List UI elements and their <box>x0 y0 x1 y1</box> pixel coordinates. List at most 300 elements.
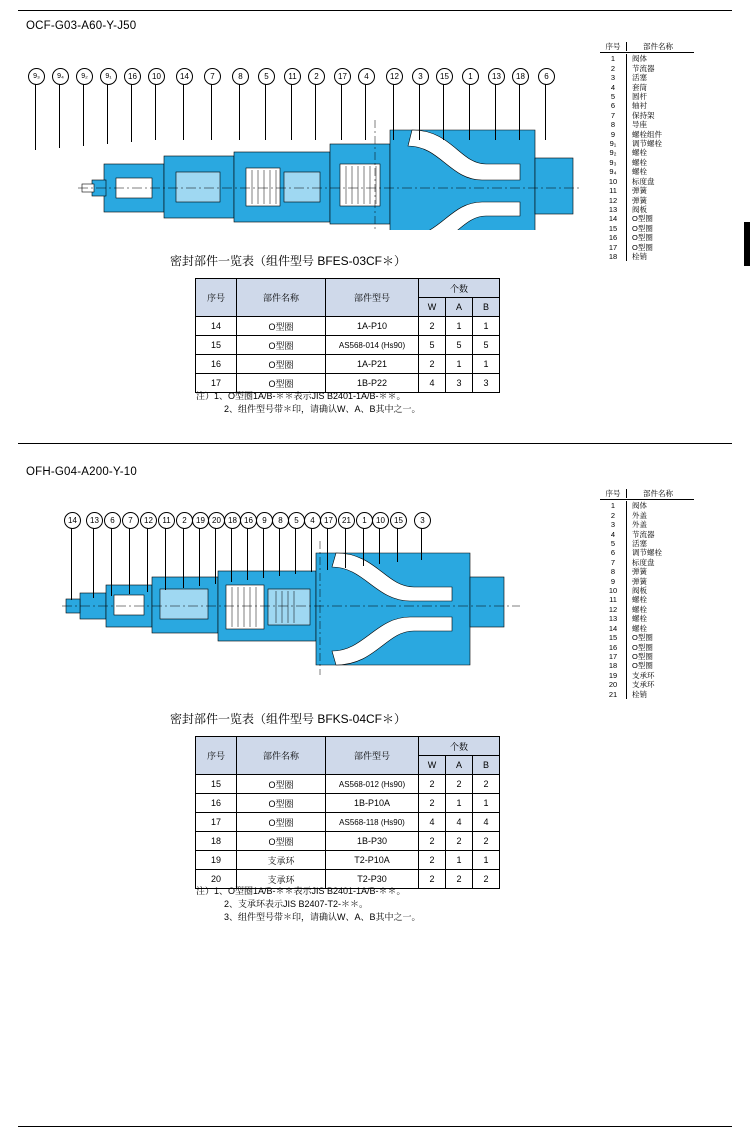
leader-line <box>129 528 130 594</box>
seal-qty-b: 4 <box>473 813 500 832</box>
th-qty-b: B <box>473 756 500 775</box>
seal-type: T2-P10A <box>326 851 419 870</box>
parts-list-name: 活塞 <box>626 539 694 548</box>
table-row <box>196 813 500 832</box>
leader-line <box>315 84 316 140</box>
th-type: 部件型号 <box>326 279 419 317</box>
leader-line <box>239 84 240 140</box>
part-balloon: 16 <box>124 68 141 85</box>
part-balloon: 21 <box>338 512 355 529</box>
seal-table-1-body <box>196 317 500 393</box>
parts-list-row <box>600 671 694 680</box>
seal-qty-w: 4 <box>419 374 446 393</box>
parts-list-name: O型圈 <box>626 652 694 661</box>
leader-line <box>265 84 266 140</box>
parts-list-body <box>600 54 694 261</box>
notes-1 <box>196 390 421 416</box>
part-balloon: 5 <box>258 68 275 85</box>
parts-list-name: 节流器 <box>626 64 694 73</box>
seal-qty-a: 5 <box>446 336 473 355</box>
parts-list-name: 保持架 <box>626 111 694 120</box>
parts-list-row <box>600 548 694 557</box>
leader-line <box>215 528 216 584</box>
parts-list-no: 9₃ <box>609 157 617 167</box>
parts-list-name: 螺栓 <box>626 167 694 176</box>
part-balloon: 20 <box>208 512 225 529</box>
parts-list-row <box>600 586 694 595</box>
parts-list-row <box>600 643 694 652</box>
parts-list-1 <box>600 42 694 261</box>
parts-list-row <box>600 111 694 120</box>
part-balloon: 1 <box>356 512 373 529</box>
leader-line <box>93 528 94 598</box>
parts-list-no: 12 <box>608 604 618 614</box>
part-balloon: 12 <box>140 512 157 529</box>
parts-list-name: O型圈 <box>626 243 694 252</box>
table-row <box>196 775 500 794</box>
seal-qty-w: 2 <box>419 355 446 374</box>
seal-no: 15 <box>196 336 237 355</box>
parts-list-header <box>600 489 694 500</box>
middle-divider <box>18 443 732 444</box>
part-balloon: 18 <box>512 68 529 85</box>
seal-qty-a: 2 <box>446 775 473 794</box>
parts-list-no: 7 <box>610 557 616 567</box>
top-divider <box>18 10 732 11</box>
seal-qty-b: 2 <box>473 832 500 851</box>
seal-no: 17 <box>196 374 237 393</box>
parts-list-name: 螺栓 <box>626 158 694 167</box>
parts-list-row <box>600 92 694 101</box>
part-balloon: 8 <box>232 68 249 85</box>
th-qty-w: W <box>419 298 446 317</box>
leader-line <box>107 84 108 144</box>
parts-list-no: 15 <box>608 223 618 233</box>
parts-list-name: 螺栓 <box>626 614 694 623</box>
seal-table-2-body <box>196 775 500 889</box>
parts-list-no: 9₄ <box>609 167 617 177</box>
seal-type: T2-P30 <box>326 870 419 889</box>
note-line: 2、组件型号带＊印，请确认W、A、B其中之一。 <box>224 404 421 414</box>
seal-qty-b: 1 <box>473 355 500 374</box>
th-qty-a: A <box>446 298 473 317</box>
parts-list-name: 调节螺栓 <box>626 139 694 148</box>
parts-list-row <box>600 252 694 261</box>
parts-list-no: 3 <box>610 520 616 530</box>
part-balloon: 9₂ <box>76 68 93 85</box>
leader-line <box>291 84 292 140</box>
leader-line <box>147 528 148 592</box>
parts-list-row <box>600 680 694 689</box>
leader-line <box>231 528 232 582</box>
part-balloon: 14 <box>176 68 193 85</box>
parts-list-no: 6 <box>610 101 616 111</box>
parts-list-no: 15 <box>608 633 618 643</box>
parts-list-row <box>600 511 694 520</box>
part-balloon: 17 <box>320 512 337 529</box>
parts-list-name: 外盖 <box>626 511 694 520</box>
seal-no: 17 <box>196 813 237 832</box>
parts-list-header <box>600 42 694 53</box>
parts-list-name: O型圈 <box>626 643 694 652</box>
parts-list-row <box>600 148 694 157</box>
seal-name: O型圈 <box>237 336 326 355</box>
assembly-drawing-2 <box>20 515 600 685</box>
seal-qty-w: 2 <box>419 870 446 889</box>
parts-list-row <box>600 243 694 252</box>
leader-line <box>341 84 342 140</box>
th-no: 序号 <box>196 279 237 317</box>
seal-no: 18 <box>196 832 237 851</box>
leader-line <box>199 528 200 586</box>
parts-list-header-name: 部件名称 <box>626 42 689 51</box>
parts-list-name: 栓销 <box>626 252 694 261</box>
parts-list-header-no: 序号 <box>605 489 621 498</box>
page-side-tab <box>744 222 750 266</box>
parts-list-row <box>600 614 694 623</box>
parts-list-name: 螺栓 <box>626 595 694 604</box>
seal-qty-a: 2 <box>446 832 473 851</box>
part-balloon: 4 <box>358 68 375 85</box>
part-balloon: 16 <box>240 512 257 529</box>
parts-list-row <box>600 139 694 148</box>
leader-line <box>35 84 36 150</box>
parts-list-name: O型圈 <box>626 661 694 670</box>
parts-list-row <box>600 595 694 604</box>
seal-no: 14 <box>196 317 237 336</box>
parts-list-row <box>600 73 694 82</box>
seal-qty-a: 2 <box>446 870 473 889</box>
part-balloon: 13 <box>86 512 103 529</box>
seal-no: 15 <box>196 775 237 794</box>
parts-list-name: 轴衬 <box>626 101 694 110</box>
seal-qty-b: 2 <box>473 870 500 889</box>
leader-line <box>183 528 184 588</box>
part-balloon: 17 <box>334 68 351 85</box>
parts-list-header-no: 序号 <box>605 42 621 51</box>
parts-list-name: 标度盘 <box>626 177 694 186</box>
parts-list-row <box>600 530 694 539</box>
parts-list-name: 弹簧 <box>626 567 694 576</box>
seal-name: 支承环 <box>237 870 326 889</box>
seal-table-2 <box>195 736 500 889</box>
part-balloon: 9₃ <box>28 68 45 85</box>
note-line: 2、支承环表示JIS B2407-T2-＊＊。 <box>224 899 369 909</box>
part-balloon: 14 <box>64 512 81 529</box>
th-name: 部件名称 <box>237 737 326 775</box>
seal-name: O型圈 <box>237 317 326 336</box>
parts-list-name: O型圈 <box>626 233 694 242</box>
parts-list-name: 阀体 <box>626 54 694 63</box>
parts-list-name: 节流器 <box>626 530 694 539</box>
seal-table-title-1: 密封部件一览表（组件型号 BFES-03CF＊） <box>170 254 407 268</box>
parts-list-no: 14 <box>608 214 618 224</box>
seal-qty-a: 3 <box>446 374 473 393</box>
seal-no: 16 <box>196 355 237 374</box>
part-balloon: 3 <box>412 68 429 85</box>
seal-type: AS568-014 (Hs90) <box>326 336 419 355</box>
parts-list-row <box>600 177 694 186</box>
parts-list-name: 阀板 <box>626 586 694 595</box>
leader-line <box>165 528 166 590</box>
parts-list-row <box>600 54 694 63</box>
table-row <box>196 336 500 355</box>
parts-list-no: 9₂ <box>609 148 617 158</box>
seal-qty-a: 1 <box>446 794 473 813</box>
parts-list-row <box>600 167 694 176</box>
seal-name: O型圈 <box>237 813 326 832</box>
parts-list-no: 19 <box>608 670 618 680</box>
parts-list-no: 10 <box>608 586 618 596</box>
leader-line <box>363 528 364 566</box>
seal-name: O型圈 <box>237 832 326 851</box>
parts-list-name: 栓销 <box>626 690 694 699</box>
parts-list-row <box>600 83 694 92</box>
parts-list-no: 4 <box>610 82 616 92</box>
parts-list-name: 螺栓组件 <box>626 130 694 139</box>
parts-list-no: 20 <box>608 680 618 690</box>
seal-type: AS568-012 (Hs90) <box>326 775 419 794</box>
parts-list-no: 7 <box>610 110 616 120</box>
parts-list-row <box>600 186 694 195</box>
part-balloon: 3 <box>414 512 431 529</box>
parts-list-no: 18 <box>608 661 618 671</box>
parts-list-name: O型圈 <box>626 633 694 642</box>
part-balloon: 7 <box>122 512 139 529</box>
parts-list-row <box>600 205 694 214</box>
part-balloon: 12 <box>386 68 403 85</box>
leader-line <box>419 84 420 140</box>
parts-list-row <box>600 558 694 567</box>
leader-line <box>345 528 346 568</box>
leader-line <box>279 528 280 576</box>
parts-list-no: 21 <box>608 689 618 699</box>
parts-list-no: 8 <box>610 567 616 577</box>
part-balloon: 19 <box>192 512 209 529</box>
seal-qty-w: 5 <box>419 336 446 355</box>
part-balloon: 8 <box>272 512 289 529</box>
parts-list-row <box>600 567 694 576</box>
part-balloon: 5 <box>288 512 305 529</box>
notes-2 <box>196 885 421 924</box>
parts-list-row <box>600 577 694 586</box>
parts-list-name: 螺栓 <box>626 624 694 633</box>
leader-line <box>393 84 394 140</box>
parts-list-no: 13 <box>608 204 618 214</box>
parts-list-no: 18 <box>608 251 618 261</box>
parts-list-name: O型圈 <box>626 224 694 233</box>
parts-list-name: 弹簧 <box>626 577 694 586</box>
parts-list-row <box>600 224 694 233</box>
leader-line <box>421 528 422 560</box>
th-qty: 个数 <box>419 279 500 298</box>
table-row <box>196 794 500 813</box>
leader-line <box>83 84 84 146</box>
seal-qty-a: 1 <box>446 355 473 374</box>
parts-list-name: O型圈 <box>626 214 694 223</box>
parts-list-name: 弹簧 <box>626 186 694 195</box>
parts-list-no: 1 <box>610 54 616 64</box>
note-line: 3、组件型号带＊印，请确认W、A、B其中之一。 <box>224 912 421 922</box>
parts-list-row <box>600 661 694 670</box>
seal-type: AS568-118 (Hs90) <box>326 813 419 832</box>
parts-list-row <box>600 520 694 529</box>
parts-list-row <box>600 624 694 633</box>
th-qty-w: W <box>419 756 446 775</box>
parts-list-no: 17 <box>608 651 618 661</box>
leader-line <box>469 84 470 140</box>
note-line: 注）1、O型圈1A/B-＊＊表示JIS B2401-1A/B-＊＊。 <box>196 886 406 896</box>
leader-line <box>379 528 380 564</box>
parts-list-no: 8 <box>610 120 616 130</box>
leader-line <box>263 528 264 578</box>
parts-list-row <box>600 130 694 139</box>
model-title-1: OCF-G03-A60-Y-J50 <box>26 20 137 32</box>
table-row <box>196 355 500 374</box>
part-balloon: 2 <box>176 512 193 529</box>
part-balloon: 11 <box>158 512 175 529</box>
parts-list-no: 13 <box>608 614 618 624</box>
parts-list-name: 弹簧 <box>626 196 694 205</box>
leader-line <box>59 84 60 148</box>
part-balloon: 9₁ <box>100 68 117 85</box>
part-balloon: 9 <box>256 512 273 529</box>
th-name: 部件名称 <box>237 279 326 317</box>
parts-list-name: 螺栓 <box>626 605 694 614</box>
seal-no: 20 <box>196 870 237 889</box>
parts-list-row <box>600 214 694 223</box>
model-title-2: OFH-G04-A200-Y-10 <box>26 466 137 478</box>
parts-list-no: 2 <box>610 63 616 73</box>
part-balloon: 15 <box>436 68 453 85</box>
bottom-divider <box>18 1126 732 1127</box>
seal-name: O型圈 <box>237 355 326 374</box>
parts-list-no: 6 <box>610 548 616 558</box>
seal-qty-a: 4 <box>446 813 473 832</box>
seal-table-2-head <box>196 737 500 775</box>
leader-line <box>519 84 520 140</box>
parts-list-body <box>600 501 694 699</box>
seal-type: 1B-P30 <box>326 832 419 851</box>
seal-name: O型圈 <box>237 775 326 794</box>
seal-table-1-head <box>196 279 500 317</box>
leader-line <box>295 528 296 574</box>
seal-name: 支承环 <box>237 851 326 870</box>
parts-list-no: 1 <box>610 501 616 511</box>
parts-list-row <box>600 501 694 510</box>
seal-qty-w: 2 <box>419 317 446 336</box>
seal-qty-b: 1 <box>473 794 500 813</box>
th-qty: 个数 <box>419 737 500 756</box>
part-balloon: 18 <box>224 512 241 529</box>
seal-type: 1A-P21 <box>326 355 419 374</box>
th-no: 序号 <box>196 737 237 775</box>
parts-list-name: 调节螺栓 <box>626 548 694 557</box>
seal-table-title-2: 密封部件一览表（组件型号 BFKS-04CF＊） <box>170 712 407 726</box>
parts-list-no: 10 <box>608 176 618 186</box>
parts-list-name: 螺栓 <box>626 148 694 157</box>
leader-line <box>311 528 312 572</box>
seal-qty-w: 2 <box>419 851 446 870</box>
leader-line <box>443 84 444 140</box>
parts-list-no: 9 <box>610 576 616 586</box>
part-balloon: 11 <box>284 68 301 85</box>
assembly-drawing-2-svg <box>20 515 600 685</box>
th-qty-a: A <box>446 756 473 775</box>
leader-line <box>495 84 496 140</box>
leader-line <box>183 84 184 140</box>
seal-type: 1B-P22 <box>326 374 419 393</box>
part-balloon: 2 <box>308 68 325 85</box>
part-balloon: 1 <box>462 68 479 85</box>
parts-list-no: 4 <box>610 529 616 539</box>
seal-qty-w: 4 <box>419 813 446 832</box>
parts-list-name: 活塞 <box>626 73 694 82</box>
leader-line <box>365 84 366 140</box>
parts-list-row <box>600 633 694 642</box>
leader-line <box>545 84 546 140</box>
leader-line <box>131 84 132 142</box>
seal-qty-b: 1 <box>473 317 500 336</box>
seal-qty-a: 1 <box>446 851 473 870</box>
note-line: 注）1、O型圈1A/B-＊＊表示JIS B2401-1A/B-＊＊。 <box>196 391 406 401</box>
parts-list-no: 16 <box>608 642 618 652</box>
parts-list-name: 阀体 <box>626 501 694 510</box>
seal-no: 16 <box>196 794 237 813</box>
part-balloon: 9₄ <box>52 68 69 85</box>
parts-list-row <box>600 101 694 110</box>
seal-type: 1A-P10 <box>326 317 419 336</box>
parts-list-row <box>600 64 694 73</box>
parts-list-no: 5 <box>610 539 616 549</box>
parts-list-row <box>600 233 694 242</box>
part-balloon: 13 <box>488 68 505 85</box>
leader-line <box>327 528 328 570</box>
leader-line <box>155 84 156 140</box>
seal-qty-b: 1 <box>473 851 500 870</box>
parts-list-name: 圆杆 <box>626 92 694 101</box>
parts-list-row <box>600 690 694 699</box>
table-row <box>196 851 500 870</box>
parts-list-header-name: 部件名称 <box>626 489 689 498</box>
parts-list-no: 9 <box>610 129 616 139</box>
seal-name: O型圈 <box>237 794 326 813</box>
parts-list-no: 11 <box>609 595 617 605</box>
parts-list-row <box>600 652 694 661</box>
leader-line <box>247 528 248 580</box>
parts-list-no: 9₁ <box>609 139 617 149</box>
parts-list-row <box>600 196 694 205</box>
parts-list-name: 导座 <box>626 120 694 129</box>
part-balloon: 10 <box>148 68 165 85</box>
parts-list-row <box>600 120 694 129</box>
th-qty-b: B <box>473 298 500 317</box>
parts-list-no: 2 <box>610 510 616 520</box>
seal-qty-b: 3 <box>473 374 500 393</box>
part-balloon: 4 <box>304 512 321 529</box>
part-balloon: 7 <box>204 68 221 85</box>
seal-qty-b: 5 <box>473 336 500 355</box>
parts-list-no: 5 <box>610 92 616 102</box>
parts-list-name: 外盖 <box>626 520 694 529</box>
parts-list-no: 11 <box>609 186 617 196</box>
seal-name: O型圈 <box>237 374 326 393</box>
parts-list-no: 14 <box>608 623 618 633</box>
leader-line <box>71 528 72 600</box>
table-row <box>196 832 500 851</box>
seal-type: 1B-P10A <box>326 794 419 813</box>
seal-no: 19 <box>196 851 237 870</box>
